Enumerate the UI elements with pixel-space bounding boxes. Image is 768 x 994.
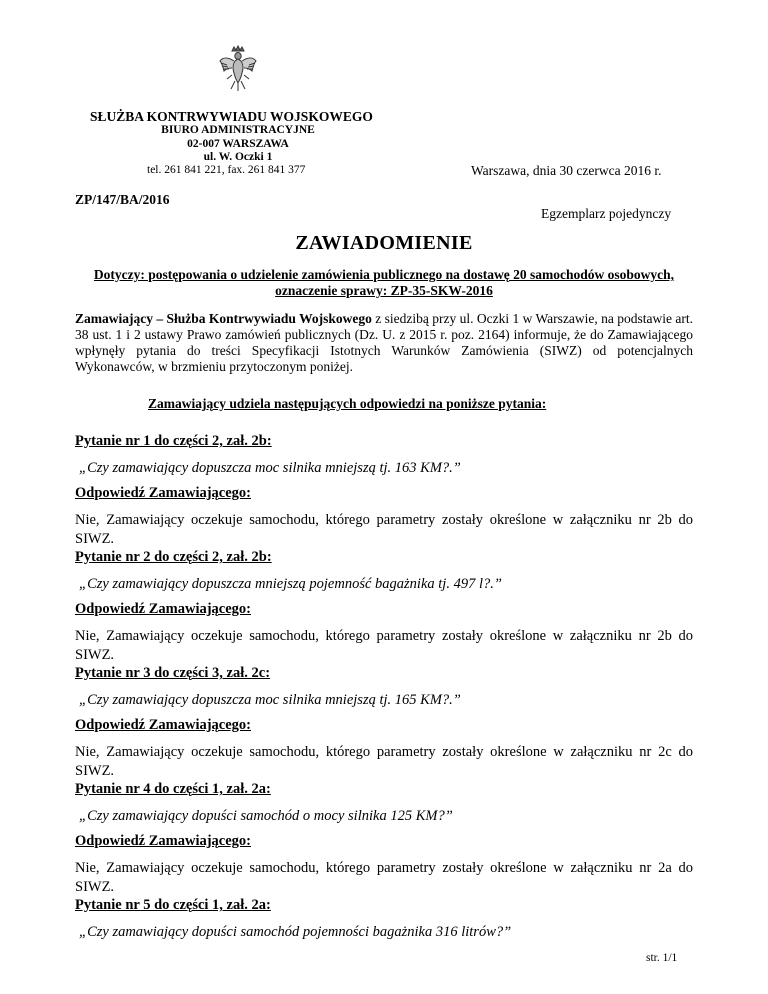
- question-1-text: „Czy zamawiający dopuszcza moc silnika mniejszą tj. 163 KM?.”: [79, 460, 461, 476]
- answers-heading: Zamawiający udziela następujących odpowiedzi na poniższe pytania:: [148, 396, 547, 411]
- question-5-text: „Czy zamawiający dopuści samochód pojemności bagażnika 316 litrów?”: [79, 924, 512, 940]
- answer-4-title: Odpowiedź Zamawiającego:: [75, 833, 251, 849]
- answer-4-text: Nie, Zamawiający oczekuje samochodu, którego parametry zostały określone w załączniku nr 2a do SIWZ.: [75, 860, 693, 895]
- intro-lead: Zamawiający – Służba Kontrwywiadu Wojskowego: [75, 311, 372, 326]
- question-1-title: Pytanie nr 1 do części 2, zał. 2b:: [75, 433, 272, 449]
- question-3-text: „Czy zamawiający dopuszcza moc silnika mniejszą tj. 165 KM?.”: [79, 692, 461, 708]
- question-2-text: „Czy zamawiający dopuszcza mniejszą pojemność bagażnika tj. 497 l?.”: [79, 576, 502, 592]
- intro-paragraph: [75, 311, 693, 375]
- postal-address: 02-007 WARSZAWA: [187, 138, 289, 150]
- office-name: BIURO ADMINISTRACYJNE: [161, 124, 315, 136]
- answer-1-text: Nie, Zamawiający oczekuje samochodu, którego parametry zostały określone w załączniku nr 2b do SIWZ.: [75, 512, 693, 547]
- subject-line: [75, 267, 693, 299]
- question-4-title: Pytanie nr 4 do części 1, zał. 2a:: [75, 781, 271, 797]
- question-5-title: Pytanie nr 5 do części 1, zał. 2a:: [75, 897, 271, 913]
- question-3-title: Pytanie nr 3 do części 3, zał. 2c:: [75, 665, 271, 681]
- subject-line-2: oznaczenie sprawy: ZP-35-SKW-2016: [275, 283, 493, 298]
- subject-line-1: Dotyczy: postępowania o udzielenie zamówienia publicznego na dostawę 20 samochodów osobowych,: [93, 267, 675, 282]
- street-address: ul. W. Oczki 1: [203, 151, 273, 163]
- answer-1-title: Odpowiedź Zamawiającego:: [75, 485, 251, 501]
- page-number: str. 1/1: [646, 952, 678, 964]
- copy-note: Egzemplarz pojedynczy: [541, 206, 672, 221]
- question-4-text: „Czy zamawiający dopuści samochód o mocy silnika 125 KM?”: [79, 808, 453, 824]
- question-2-title: Pytanie nr 2 do części 2, zał. 2b:: [75, 549, 272, 565]
- answer-3-title: Odpowiedź Zamawiającego:: [75, 717, 251, 733]
- institution-name: SŁUŻBA KONTRWYWIADU WOJSKOWEGO: [90, 109, 373, 124]
- place-and-date: Warszawa, dnia 30 czerwca 2016 r.: [471, 163, 662, 178]
- answer-2-title: Odpowiedź Zamawiającego:: [75, 601, 251, 617]
- answer-2-text: Nie, Zamawiający oczekuje samochodu, którego parametry zostały określone w załączniku nr 2b do SIWZ.: [75, 628, 693, 663]
- document-title: ZAWIADOMIENIE: [295, 232, 473, 254]
- answer-3-text: Nie, Zamawiający oczekuje samochodu, którego parametry zostały określone w załączniku nr 2c do SIWZ.: [75, 744, 693, 779]
- reference-number: ZP/147/BA/2016: [75, 192, 170, 207]
- phone-fax: tel. 261 841 221, fax. 261 841 377: [147, 164, 306, 176]
- intro-text: z siedzibą przy ul. Oczki 1 w Warszawie, na podstawie art. 38 ust. 1 i 2 ustawy Prawo zamówień publicznych (Dz. U. z 2015 r. poz. 2164) informuje, że do Zamawiającego wpłynęły pytania do treści Specyfikacji Istotnych Warunków Zamówienia (SIWZ) od potencjalnych Wykonawców, w brzmieniu przytoczonym poniżej.: [75, 311, 694, 374]
- polish-eagle-emblem-icon: [218, 45, 258, 93]
